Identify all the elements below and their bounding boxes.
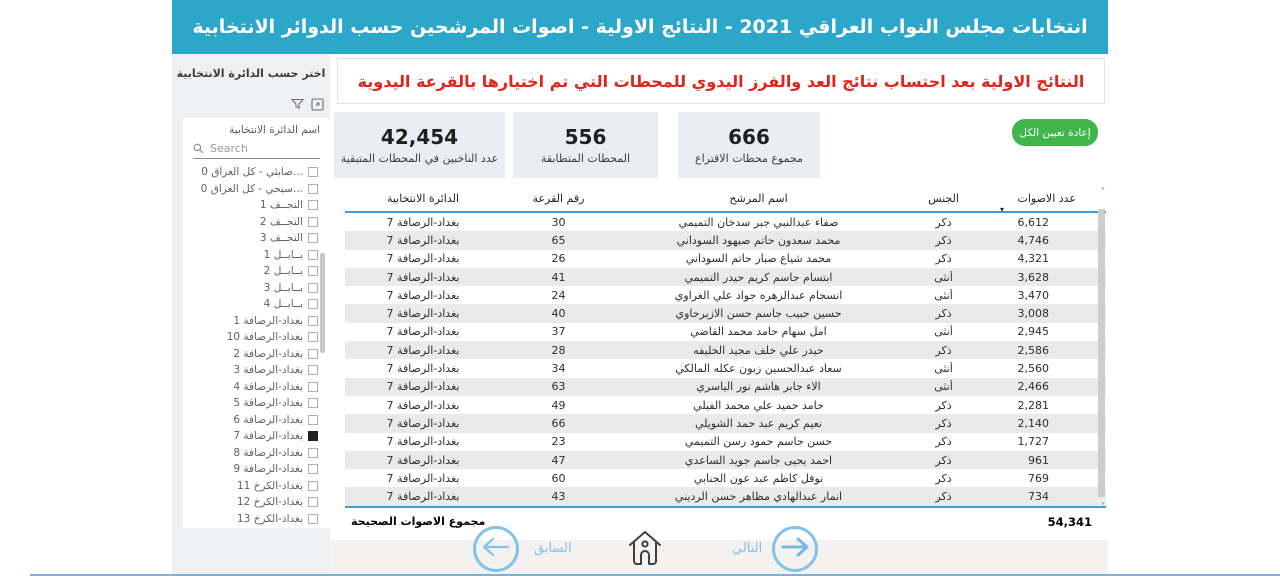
district-list-item-label: بــابــل 4 xyxy=(263,298,303,311)
checkbox-icon[interactable] xyxy=(308,398,318,408)
table-row[interactable] xyxy=(345,250,1106,268)
checkbox-icon[interactable] xyxy=(308,184,318,194)
cell-votes: 2,281 xyxy=(1017,398,1049,412)
district-list-item-label: بغداد-الرصافة 7 xyxy=(233,430,303,443)
cell-gender: ذكر xyxy=(935,307,952,321)
checkbox-icon[interactable] xyxy=(308,365,318,375)
table-scroll-up-icon[interactable]: ˄ xyxy=(1101,187,1105,196)
cell-gender: أنثى xyxy=(934,362,953,376)
kpi-card-matched-stations xyxy=(513,112,658,178)
home-button[interactable] xyxy=(624,527,666,571)
district-list-item-label: النجــف 2 xyxy=(259,215,303,228)
district-list-item[interactable] xyxy=(183,428,330,445)
cell-name: محمد سعدون حاتم صيهود السوداني xyxy=(676,233,841,247)
cell-district: بغداد-الرصافة 7 xyxy=(386,471,460,485)
cell-district: بغداد-الرصافة 7 xyxy=(386,270,460,284)
table-row[interactable] xyxy=(345,323,1106,341)
cell-district: بغداد-الرصافة 7 xyxy=(386,288,460,302)
cell-district: بغداد-الرصافة 7 xyxy=(386,233,460,247)
district-list-item-label: بغداد-الرصافة 5 xyxy=(233,397,303,410)
column-header-name[interactable]: اسم المرشح xyxy=(729,191,788,205)
visual-header-icons xyxy=(291,98,324,111)
bottom-nav-strip xyxy=(330,540,1108,576)
cell-district: بغداد-الرصافة 7 xyxy=(386,490,460,504)
district-list-item[interactable] xyxy=(183,478,330,495)
district-list-item-label: ...سيحي - كل العراق 0 xyxy=(200,182,303,195)
district-list-item-label: بغداد-الكرخ 12 xyxy=(236,496,303,509)
cell-name: حامد حميد علي محمد الفيلي xyxy=(693,398,824,412)
search-placeholder: Search xyxy=(210,142,248,155)
checkbox-icon[interactable] xyxy=(308,514,318,524)
table-row[interactable] xyxy=(345,213,1106,231)
checkbox-icon[interactable] xyxy=(308,382,318,392)
cell-name: ابتسام جاسم كريم حيدر التميمي xyxy=(684,270,833,284)
cell-name: الاء جابر هاشم نور الياسري xyxy=(696,380,821,394)
cell-name: انمار عبدالهادي مظاهر حسن الرديني xyxy=(674,490,843,504)
cell-votes: 769 xyxy=(1028,471,1049,485)
table-row[interactable] xyxy=(345,268,1106,286)
cell-district: بغداد-الرصافة 7 xyxy=(386,380,460,394)
total-votes-label: مجموع الاصوات الصحيحة xyxy=(351,515,486,529)
cell-votes: 4,321 xyxy=(1017,252,1049,266)
district-list-item[interactable] xyxy=(183,247,330,264)
table-row[interactable] xyxy=(345,451,1106,469)
main-content xyxy=(330,54,1108,576)
cell-lottery: 66 xyxy=(551,416,566,430)
cell-lottery: 41 xyxy=(551,270,566,284)
checkbox-icon[interactable] xyxy=(308,283,318,293)
checkbox-icon[interactable] xyxy=(308,299,318,309)
district-list-item-label: بغداد-الرصافة 2 xyxy=(233,347,303,360)
table-row[interactable] xyxy=(345,304,1106,322)
cell-name: انسجام عبدالزهره جواد علي الغراوي xyxy=(674,288,843,302)
cell-votes: 3,008 xyxy=(1017,307,1049,321)
district-list-item-label: بغداد-الرصافة 6 xyxy=(233,413,303,426)
district-list-item-label: بغداد-الرصافة 4 xyxy=(233,380,303,393)
cell-votes: 1,727 xyxy=(1017,435,1049,449)
district-list-item[interactable] xyxy=(183,494,330,511)
district-list xyxy=(183,164,330,527)
previous-page-button[interactable] xyxy=(473,526,519,572)
checkbox-icon[interactable] xyxy=(308,250,318,260)
cell-votes: 961 xyxy=(1028,453,1049,467)
cell-district: بغداد-الرصافة 7 xyxy=(386,307,460,321)
table-total-row xyxy=(345,508,1106,536)
cell-votes: 4,746 xyxy=(1017,233,1049,247)
cell-district: بغداد-الرصافة 7 xyxy=(386,453,460,467)
next-page-label[interactable]: التالي xyxy=(732,541,763,556)
district-list-item[interactable] xyxy=(183,445,330,462)
table-row[interactable] xyxy=(345,414,1106,432)
cell-lottery: 30 xyxy=(551,215,566,229)
table-body xyxy=(345,213,1106,508)
district-list-item-label: النجــف 3 xyxy=(259,232,303,245)
district-list-item[interactable] xyxy=(183,280,330,297)
district-list-item-label: بــابــل 1 xyxy=(263,248,303,261)
checkbox-icon[interactable] xyxy=(308,431,318,441)
cell-name: احمد يحيى جاسم جويد الساعدي xyxy=(684,453,833,467)
checkbox-icon[interactable] xyxy=(308,349,318,359)
cell-gender: ذكر xyxy=(935,215,952,229)
table-row[interactable] xyxy=(345,396,1106,414)
cell-gender: ذكر xyxy=(935,416,952,430)
focus-mode-icon[interactable] xyxy=(311,98,324,111)
checkbox-icon[interactable] xyxy=(308,316,318,326)
table-row[interactable] xyxy=(345,433,1106,451)
district-list-item-label: بغداد-الكرخ 13 xyxy=(236,512,303,525)
district-list-item-label: بغداد-الرصافة 8 xyxy=(233,446,303,459)
cell-gender: ذكر xyxy=(935,490,952,504)
cell-district: بغداد-الرصافة 7 xyxy=(386,252,460,266)
table-scroll-down-icon[interactable]: ˅ xyxy=(1101,502,1105,511)
cell-lottery: 60 xyxy=(551,471,566,485)
district-list-item-label: بــابــل 3 xyxy=(263,281,303,294)
checkbox-icon[interactable] xyxy=(308,481,318,491)
checkbox-icon[interactable] xyxy=(308,167,318,177)
subtitle-banner xyxy=(337,58,1105,104)
column-header-votes[interactable]: عدد الاصوات ▾ xyxy=(1000,191,1076,214)
kpi-label: مجموع محطات الاقتراع xyxy=(695,152,803,165)
cell-district: بغداد-الرصافة 7 xyxy=(386,325,460,339)
kpi-value: 556 xyxy=(564,125,607,149)
table-row[interactable] xyxy=(345,231,1106,249)
cell-gender: أنثى xyxy=(934,325,953,339)
cell-lottery: 24 xyxy=(551,288,566,302)
district-list-item[interactable] xyxy=(183,313,330,330)
table-row[interactable] xyxy=(345,341,1106,359)
district-list-item[interactable] xyxy=(183,329,330,346)
report-page xyxy=(172,0,1108,576)
district-list-item-label: بــابــل 2 xyxy=(263,265,303,278)
table-header-row xyxy=(345,185,1106,213)
column-header-lottery[interactable]: رقم القرعة xyxy=(532,191,585,205)
district-list-item-label: ...صابئي - كل العراق 0 xyxy=(201,166,303,179)
cell-name: صفاء عبدالنبي جبر سدخان التميمي xyxy=(678,215,839,229)
district-list-item[interactable] xyxy=(183,379,330,396)
kpi-value: 666 xyxy=(728,125,770,149)
cell-name: نوفل كاظم عبد عون الجنابي xyxy=(693,471,824,485)
arrow-right-icon xyxy=(780,536,810,562)
cell-lottery: 26 xyxy=(551,252,566,266)
subtitle-text: النتائج الاولية بعد احتساب نتائج العد والفرز اليدوي للمحطات التي تم اختيارها بالقرعة اليدوية xyxy=(357,71,1085,91)
cell-name: حسن جاسم حمود رسن التميمي xyxy=(684,435,833,449)
kpi-label: عدد الناخبين في المحطات المتبقية xyxy=(340,152,499,165)
cell-district: بغداد-الرصافة 7 xyxy=(386,435,460,449)
cell-lottery: 43 xyxy=(551,490,566,504)
cell-gender: ذكر xyxy=(935,453,952,467)
table-row[interactable] xyxy=(345,469,1106,487)
cell-lottery: 65 xyxy=(551,233,566,247)
checkbox-icon[interactable] xyxy=(308,217,318,227)
results-table xyxy=(345,185,1106,536)
district-list-item[interactable] xyxy=(183,461,330,478)
slicer-search-input[interactable] xyxy=(193,139,320,159)
cell-gender: ذكر xyxy=(935,233,952,247)
table-row[interactable] xyxy=(345,487,1106,505)
kpi-label: المحطات المتطابقة xyxy=(540,152,631,165)
district-list-item-label: النجــف 1 xyxy=(259,199,303,212)
previous-page-label[interactable]: السابق xyxy=(534,541,572,556)
table-row[interactable] xyxy=(345,378,1106,396)
district-list-item[interactable] xyxy=(183,511,330,528)
cell-name: حسين حبيب جاسم حسن الازيرجاوي xyxy=(675,307,842,321)
cell-lottery: 28 xyxy=(551,343,566,357)
cell-votes: 2,140 xyxy=(1017,416,1049,430)
cell-lottery: 63 xyxy=(551,380,566,394)
column-header-gender[interactable]: الجنس xyxy=(928,191,959,205)
district-list-item-label: بغداد-الكرخ 11 xyxy=(236,479,303,492)
cell-lottery: 23 xyxy=(551,435,566,449)
cell-gender: ذكر xyxy=(935,252,952,266)
checkbox-icon[interactable] xyxy=(308,415,318,425)
district-slicer xyxy=(183,118,330,528)
home-icon xyxy=(626,528,664,571)
checkbox-icon[interactable] xyxy=(308,266,318,276)
checkbox-icon[interactable] xyxy=(308,497,318,507)
cell-votes: 2,466 xyxy=(1017,380,1049,394)
cell-gender: ذكر xyxy=(935,398,952,412)
cell-votes: 2,586 xyxy=(1017,343,1049,357)
cell-lottery: 47 xyxy=(551,453,566,467)
table-row[interactable] xyxy=(345,286,1106,304)
district-list-item[interactable] xyxy=(183,346,330,363)
cell-votes: 2,945 xyxy=(1017,325,1049,339)
arrow-left-icon xyxy=(481,536,511,562)
cell-district: بغداد-الرصافة 7 xyxy=(386,416,460,430)
cell-lottery: 34 xyxy=(551,362,566,376)
page-header xyxy=(172,0,1108,54)
district-list-item[interactable] xyxy=(183,230,330,247)
kpi-card-remaining-voters xyxy=(334,112,505,178)
cell-district: بغداد-الرصافة 7 xyxy=(386,398,460,412)
cell-gender: ذكر xyxy=(935,435,952,449)
cell-gender: أنثى xyxy=(934,288,953,302)
cell-name: نعيم كريم عبد حمد الشويلي xyxy=(694,416,823,430)
cell-name: سعاد عبدالحسين زبون عكله المالكي xyxy=(675,362,842,376)
district-list-item[interactable] xyxy=(183,296,330,313)
district-list-item[interactable] xyxy=(183,181,330,198)
district-list-item-label: بغداد-الرصافة 1 xyxy=(233,314,303,327)
reset-all-button[interactable]: إعادة تعيين الكل xyxy=(1012,119,1098,146)
filter-icon[interactable] xyxy=(291,98,304,111)
sidebar-title: اختر حسب الدائرة الانتخابية xyxy=(176,67,326,80)
district-list-item-label: بغداد-الرصافة 10 xyxy=(226,331,303,344)
table-scrollbar[interactable] xyxy=(1098,209,1105,497)
cell-gender: أنثى xyxy=(934,380,953,394)
cell-name: حيدر علي خلف مجيد الخليفه xyxy=(693,343,824,357)
cell-gender: ذكر xyxy=(935,471,952,485)
filter-sidebar xyxy=(172,54,330,576)
district-list-item[interactable] xyxy=(183,197,330,214)
cell-lottery: 49 xyxy=(551,398,566,412)
next-page-button[interactable] xyxy=(772,526,818,572)
cell-gender: أنثى xyxy=(934,270,953,284)
search-icon xyxy=(193,139,204,158)
district-list-item[interactable] xyxy=(183,412,330,429)
cell-lottery: 37 xyxy=(551,325,566,339)
district-list-item-label: بغداد-الرصافة 3 xyxy=(233,364,303,377)
kpi-card-total-stations xyxy=(678,112,820,178)
checkbox-icon[interactable] xyxy=(308,464,318,474)
cell-name: امل سهام حامد محمد القاضي xyxy=(690,325,827,339)
cell-votes: 3,628 xyxy=(1017,270,1049,284)
cell-votes: 6,612 xyxy=(1017,215,1049,229)
cell-district: بغداد-الرصافة 7 xyxy=(386,343,460,357)
kpi-value: 42,454 xyxy=(380,125,459,149)
cell-district: بغداد-الرصافة 7 xyxy=(386,362,460,376)
column-header-district[interactable]: الدائرة الانتخابية xyxy=(386,191,460,205)
checkbox-icon[interactable] xyxy=(308,200,318,210)
sort-descending-icon[interactable]: ▾ xyxy=(1000,204,1005,214)
cell-votes: 734 xyxy=(1028,490,1049,504)
slicer-scrollbar[interactable] xyxy=(320,253,325,353)
page-title: انتخابات مجلس النواب العراقي 2021 - النتائج الاولية - اصوات المرشحين حسب الدوائر الانتخابية xyxy=(192,16,1088,38)
cell-votes: 2,560 xyxy=(1017,362,1049,376)
district-list-item[interactable] xyxy=(183,362,330,379)
checkbox-icon[interactable] xyxy=(308,448,318,458)
district-list-item[interactable] xyxy=(183,164,330,181)
slicer-title: اسم الدائرة الانتخابية xyxy=(229,124,320,136)
cell-votes: 3,470 xyxy=(1017,288,1049,302)
district-list-item[interactable] xyxy=(183,214,330,231)
checkbox-icon[interactable] xyxy=(308,332,318,342)
district-list-item[interactable] xyxy=(183,263,330,280)
cell-district: بغداد-الرصافة 7 xyxy=(386,215,460,229)
checkbox-icon[interactable] xyxy=(308,233,318,243)
table-row[interactable] xyxy=(345,359,1106,377)
total-votes-value: 54,341 xyxy=(1047,514,1092,529)
cell-name: محمد شياع صبار حاتم السوداني xyxy=(685,252,832,266)
district-list-item-label: بغداد-الرصافة 9 xyxy=(233,463,303,476)
cell-gender: ذكر xyxy=(935,343,952,357)
cell-lottery: 40 xyxy=(551,307,566,321)
district-list-item[interactable] xyxy=(183,395,330,412)
